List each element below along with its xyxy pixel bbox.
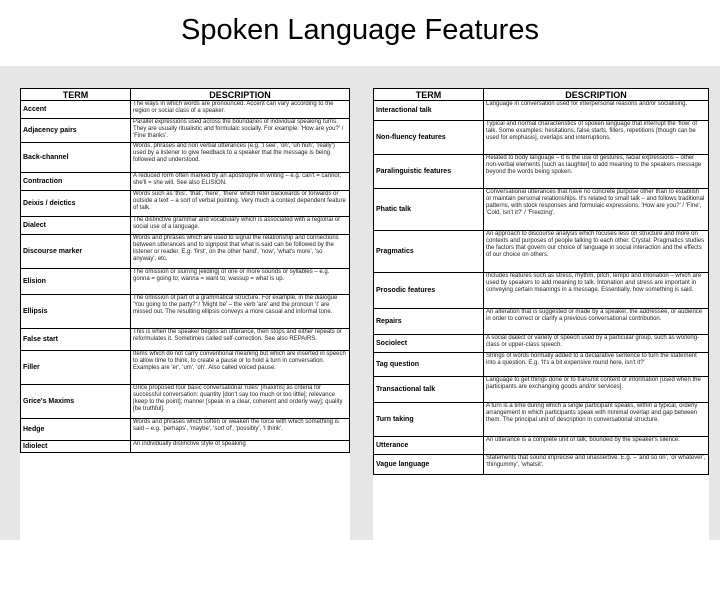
table-row [21,235,350,269]
description-cell: The omission or slurring [eliding] of one or more sounds or syllables – e.g. gonna = going to; wanna = want to; wassup = what is up. [131,269,350,295]
header-term: TERM [21,89,131,101]
term-cell: Hedge [21,419,131,441]
description-cell: An individually distinctive style of speaking [131,441,350,453]
table-row [374,231,709,273]
description-cell: The distinctive grammar and vocabulary which is associated with a regional or social use of a language. [131,217,350,235]
table-row [374,353,709,377]
slide-title-bar [0,0,720,68]
term-cell: Filler [21,351,131,385]
header-description: DESCRIPTION [131,89,350,101]
description-cell: Statements that sound imprecise and unassertive. E.g. – 'and so on', 'or whatever', 'thingummy', 'whatsit'. [484,455,709,475]
table-row [374,189,709,231]
description-cell: Related to body language – it is the use of gestures, facial expressions – other non-verbal elements [such as laughter] to add meaning to the speakers message beyond the words being spoken. [484,155,709,189]
term-cell: Dialect [21,217,131,235]
description-cell: Strings of words normally added to a declarative sentence to turn the statement into a question. E.g. 'It's a bit expensive round here, isn't it?' [484,353,709,377]
term-cell: Elision [21,269,131,295]
table-row [21,101,350,119]
term-cell: Interactional talk [374,101,484,121]
description-cell: A reduced form often marked by an apostrophe in writing – e.g. can't = cannot; she'll = she will. See also ELISION. [131,173,350,191]
description-cell: A social dialect or variety of speech used by a particular group, such as working-class or upper-class speech. [484,335,709,353]
description-cell: Words, phrases and non verbal utterances (e.g. 'I see', 'oh', 'uh huh', 'really') used by a listener to give feedback to a speaker that the message is being followed and understood. [131,143,350,173]
description-cell: Words and phrases which are used to signal the relationship and connections between utterances and to signpost that what is said can be followed by the listener or reader. E.g. 'first', on the other hand', 'now', 'what's more', 'so anyway', etc. [131,235,350,269]
description-cell: An alteration that is suggested or made by a speaker, the addressee, or audience in order to correct or clarify a previous conversational contribution. [484,309,709,335]
header-description: DESCRIPTION [484,89,709,101]
right-glossary-panel [373,88,709,600]
description-cell: Parallel expressions used across the boundaries of individual speaking turns. They are usually ritualistic and formulaic socially. For example: 'How are you?' / 'Fine thanks'. [131,119,350,143]
description-cell: This is when the speaker begins an utterance, then stops and either repeats or reformulates it. Sometimes called self-correction. See also REPAIRS. [131,329,350,351]
term-cell: Accent [21,101,131,119]
description-cell: Typical and normal characteristics of spoken language that interrupt the 'flow' of talk. Some examples: hesitations, false starts, fillers, repetitions [though can be used for emphasis], overlaps and interruptions. [484,121,709,155]
table-row [21,351,350,385]
description-cell: The omission of part of a grammatical structure. For example, in the dialogue 'You going to the party?' / 'Might be' – the verb 'are' and the pronoun 'I' are missed out. The resulting ellipsis conveys a more casual and informal tone. [131,295,350,329]
table-row [374,455,709,475]
term-cell: Adjacency pairs [21,119,131,143]
table-row [374,155,709,189]
term-cell: Pragmatics [374,231,484,273]
term-cell: Deixis / deictics [21,191,131,217]
term-cell: Vague language [374,455,484,475]
table-row [374,101,709,121]
term-cell: Grice's Maxims [21,385,131,419]
header-term: TERM [374,89,484,101]
table-row [21,269,350,295]
table-row [21,143,350,173]
description-cell: Conversational utterances that have no concrete purpose other than to establish or maintain personal relationships. It's related to small talk – and follows traditional patterns, with stock responses and formulaic expressions. 'How are you?' / 'Fine', 'Cold, isn't it?' / 'Freezing'. [484,189,709,231]
term-cell: Paralinguistic features [374,155,484,189]
term-cell: Transactional talk [374,377,484,403]
term-cell: Back-channel [21,143,131,173]
table-row [374,377,709,403]
description-cell: A turn is a time during which a single participant speaks, within a typical, orderly arrangement in which participants speak with minimal overlap and gap between them. The principal unit of description in conversational structure. [484,403,709,437]
term-cell: False start [21,329,131,351]
table-row [21,173,350,191]
description-cell: Language in conversation used for interpersonal reasons and/or socialising. [484,101,709,121]
term-cell: Discourse marker [21,235,131,269]
table-header-row [21,89,350,101]
table-row [21,119,350,143]
description-cell: Words such as 'this', 'that', 'here', 'there' which refer backwards or forwards or outside a text – a sort of verbal pointing. Very much a context dependent feature of talk. [131,191,350,217]
right-glossary-table [373,88,709,475]
term-cell: Non-fluency features [374,121,484,155]
table-row [374,335,709,353]
table-header-row [374,89,709,101]
term-cell: Turn taking [374,403,484,437]
slide-body [0,66,720,540]
term-cell: Repairs [374,309,484,335]
description-cell: An utterance is a complete unit of talk, bounded by the speaker's silence. [484,437,709,455]
table-row [374,309,709,335]
table-row [374,437,709,455]
left-glossary-panel [20,88,350,600]
term-cell: Tag question [374,353,484,377]
table-row [21,419,350,441]
description-cell: Grice proposed four basic conversational 'rules' [maxims] as criteria for successful conversation: quantity [don't say too much or too little]; relevance [keep to the point]; manner [speak in a clear, coherent and orderly way]; quality [be truthful]. [131,385,350,419]
table-row [21,329,350,351]
description-cell: Includes features such as stress, rhythm, pitch, tempo and intonation – which are used by speakers to add meaning to talk. Intonation and stress are important in conveying certain meanings in a message. Essentially, how something is said. [484,273,709,309]
table-row [21,441,350,453]
term-cell: Prosodic features [374,273,484,309]
left-glossary-table [20,88,350,453]
description-cell: Words and phrases which soften or weaken the force with which something is said – e.g. 'perhaps', 'maybe', 'sort of', 'possibly', 'I think'. [131,419,350,441]
term-cell: Utterance [374,437,484,455]
term-cell: Sociolect [374,335,484,353]
page-title: Spoken Language Features [181,14,539,46]
table-row [374,403,709,437]
term-cell: Ellipsis [21,295,131,329]
description-cell: Language to get things done or to transmit content or information [used when the participants are exchanging goods and/or services]. [484,377,709,403]
table-row [21,385,350,419]
description-cell: Items which do not carry conventional meaning but which are inserted in speech to allow time to think, to create a pause or to hold a turn in conversation. Examples are 'er', 'um', 'oh'. Also called voiced pause. [131,351,350,385]
term-cell: Phatic talk [374,189,484,231]
description-cell: The ways in which words are pronounced. Accent can vary according to the region or social class of a speaker. [131,101,350,119]
table-row [374,273,709,309]
table-row [374,121,709,155]
table-row [21,217,350,235]
term-cell: Contraction [21,173,131,191]
term-cell: Idiolect [21,441,131,453]
table-row [21,191,350,217]
table-row [21,295,350,329]
description-cell: An approach to discourse analysis which focuses less on structure and more on contexts and purposes of people talking to each other. Crystal: Pragmatics studies the factors that govern our choice of language in social interaction and the effects of our choice on others. [484,231,709,273]
